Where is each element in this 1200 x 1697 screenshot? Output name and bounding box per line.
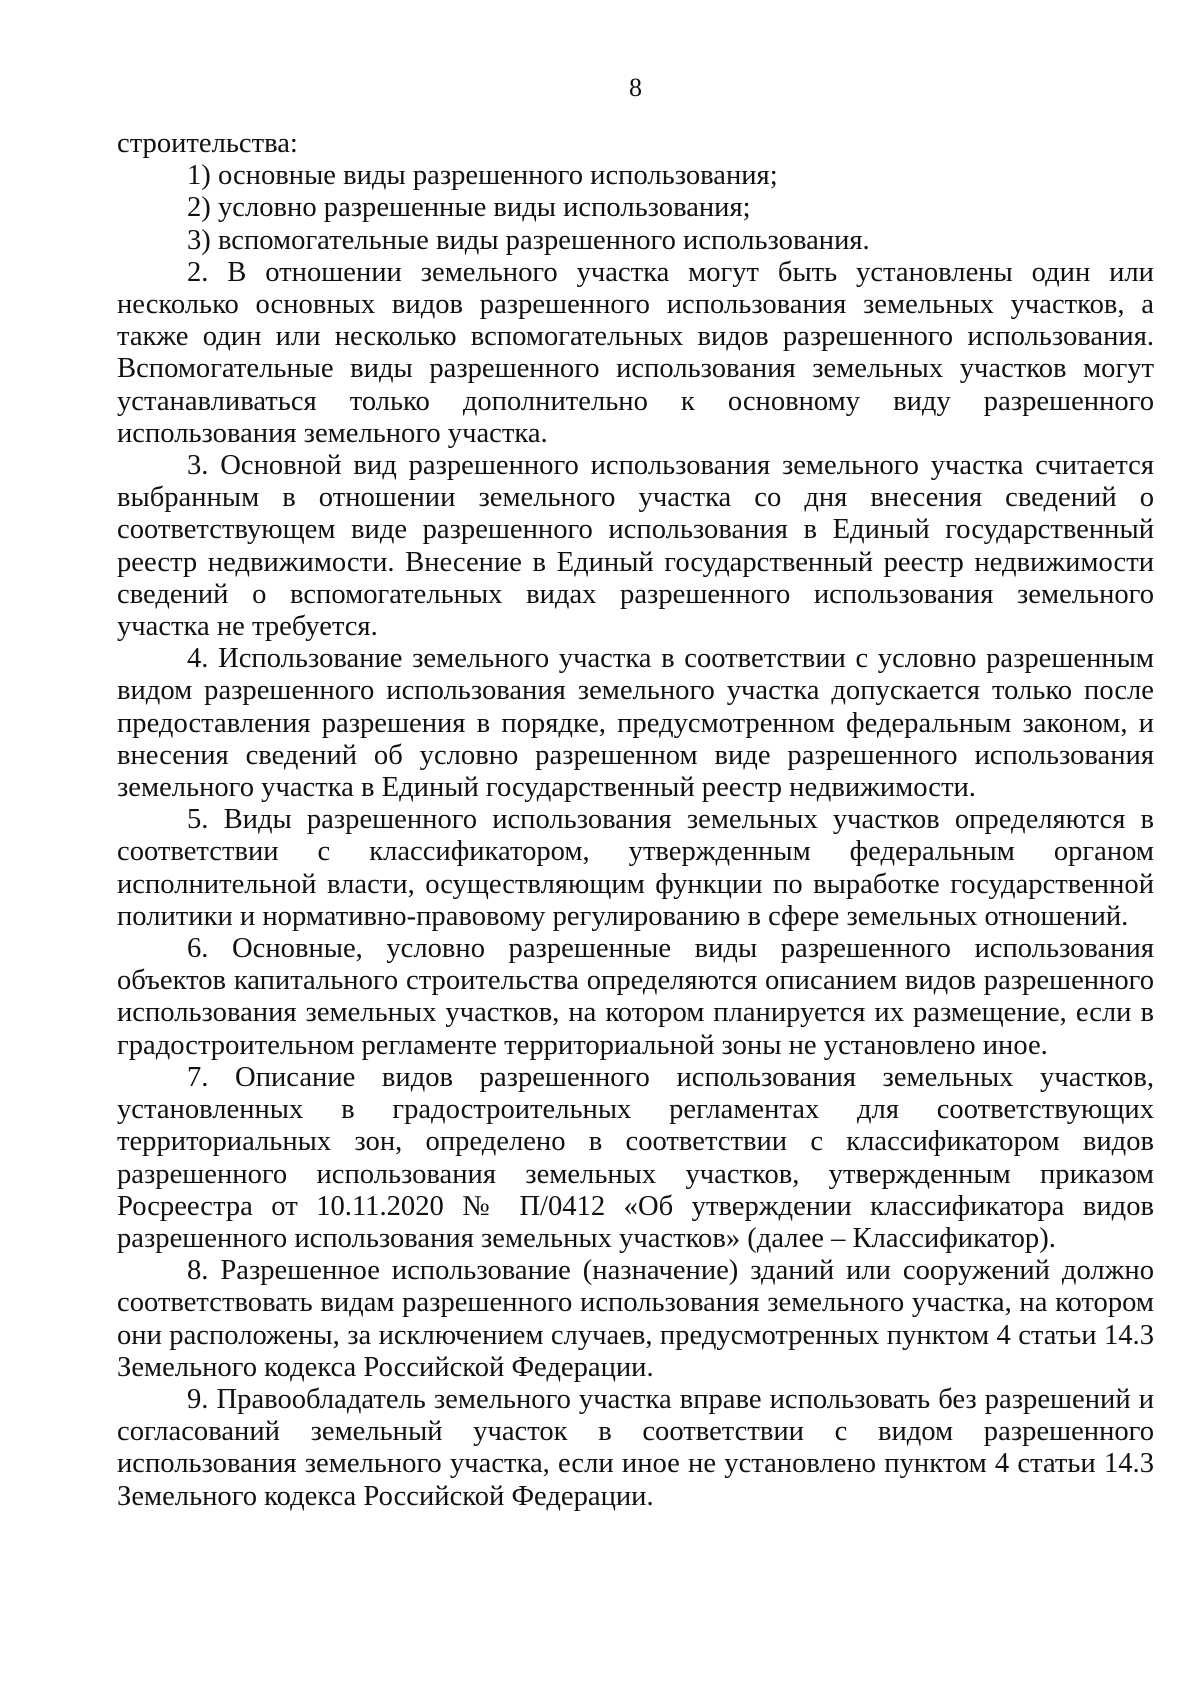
paragraph-5: 5. Виды разрешенного использования земельных участков определяются в соответствии с классификатором, утвержденным федеральным органом исполнительной власти, осуществляющим функции по выработке государственной политики и нормативно-правовому регулированию в сфере земельных отношений. — [117, 804, 1154, 932]
paragraph-6: 6. Основные, условно разрешенные виды разрешенного использования объектов капитального строительства определяются описанием видов разрешенного использования земельных участков, на котором планируется их размещение, если в градостроительном регламенте территориальной зоны не установлено иное. — [117, 933, 1154, 1061]
list-item: 3) вспомогательные виды разрешенного использования. — [187, 224, 870, 256]
paragraph-2: 2. В отношении земельного участка могут быть установлены один или несколько основных видов разрешенного использования земельных участков, а также один или несколько вспомогательных видов разрешенного использования. Вспомогательные виды разрешенного использования земельных участков могут устанавливаться только дополнительно к основному виду разрешенного использования земельного участка. — [117, 256, 1154, 449]
paragraph-7: 7. Описание видов разрешенного использования земельных участков, установленных в градостроительных регламентах для соответствующих территориальных зон, определено в соответствии с классификатором видов разрешенного использования земельных участков, утвержденным приказом Росреестра от 10.11.2020 № П/0412 «Об утверждении классификатора видов разрешенного использования земельных участков» (далее – Классификатор). — [117, 1061, 1154, 1254]
page-number: 8 — [629, 73, 642, 102]
paragraph-4: 4. Использование земельного участка в соответствии с условно разрешенным видом разрешенного использования земельного участка допускается только после предоставления разрешения в порядке, предусмотренном федеральным законом, и внесения сведений об условно разрешенном виде разрешенного использования земельного участка в Единый государственный реестр недвижимости. — [117, 643, 1154, 804]
paragraph-3: 3. Основной вид разрешенного использования земельного участка считается выбранным в отношении земельного участка со дня внесения сведений о соответствующем виде разрешенного использования в Единый государственный реестр недвижимости. Внесение в Единый государственный реестр недвижимости сведений о вспомогательных видах разрешенного использования земельного участка не требуется. — [117, 450, 1154, 643]
list-item: 1) основные виды разрешенного использования; — [187, 160, 778, 192]
lead-text: строительства: — [117, 128, 298, 159]
paragraph-8: 8. Разрешенное использование (назначение) зданий или сооружений должно соответствовать видам разрешенного использования земельного участка, на котором они расположены, за исключением случаев, предусмотренных пунктом 4 статьи 14.3 Земельного кодекса Российской Федерации. — [117, 1255, 1154, 1383]
paragraph-9: 9. Правообладатель земельного участка вправе использовать без разрешений и согласований земельный участок в соответствии с видом разрешенного использования земельного участка, если иное не установлено пунктом 4 статьи 14.3 Земельного кодекса Российской Федерации. — [117, 1383, 1154, 1512]
list-item: 2) условно разрешенные виды использования; — [187, 192, 751, 224]
document-body — [117, 128, 1154, 1513]
